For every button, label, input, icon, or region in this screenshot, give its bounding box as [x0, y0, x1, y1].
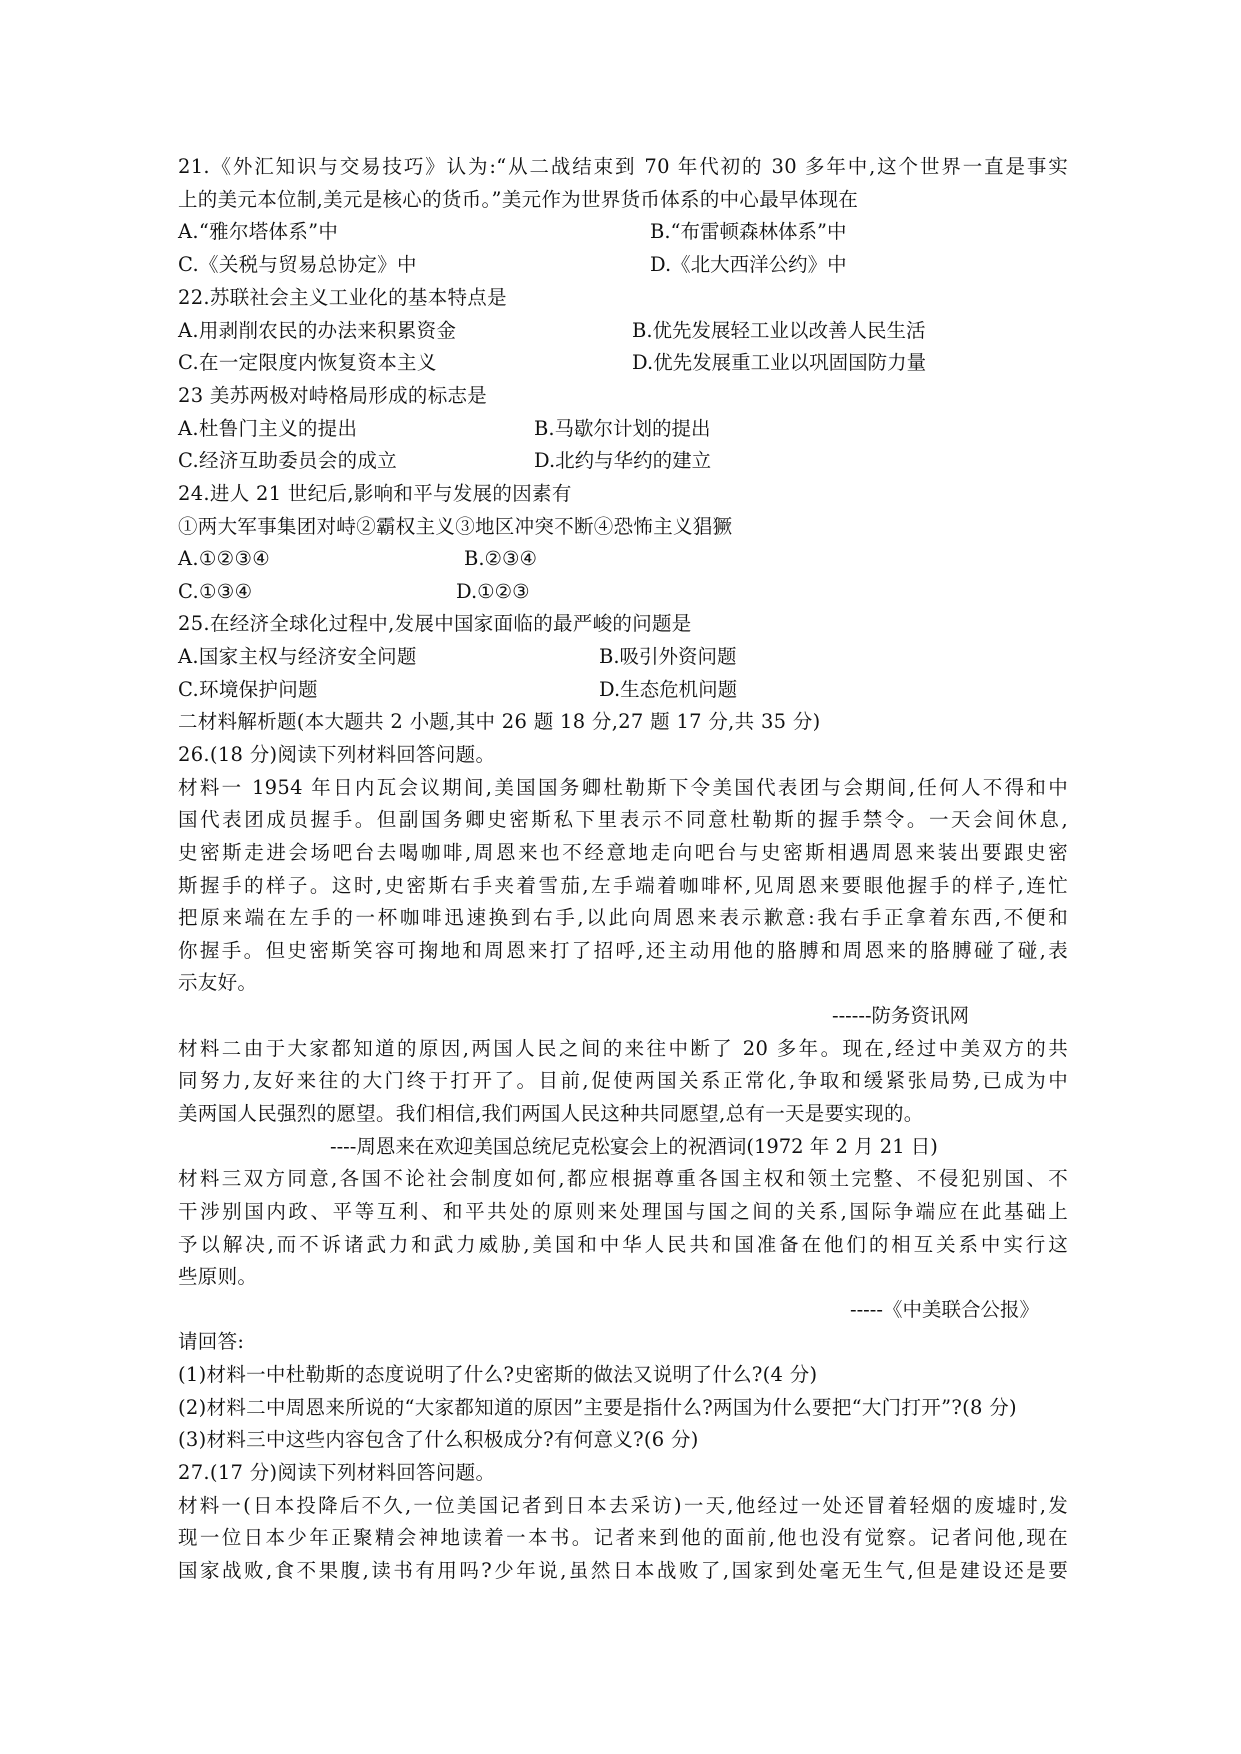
q26-material1-line: 斯握手的样子。这时,史密斯右手夹着雪茄,左手端着咖啡杯,见周恩来要眼他握手的样子,连忙 — [178, 874, 1068, 897]
q21-stem-line2: 上的美元本位制,美元是核心的货币。”美元作为世界货币体系的中心最早体现在 — [178, 188, 859, 211]
q22-stem: 22.苏联社会主义工业化的基本特点是 — [178, 286, 507, 309]
q25-option-c: C.环境保护问题 — [178, 678, 318, 701]
q25-stem: 25.在经济全球化过程中,发展中国家面临的最严峻的问题是 — [178, 612, 692, 635]
q26-material3-line: 些原则。 — [178, 1265, 258, 1288]
q26-material1-line: 材料一 1954 年日内瓦会议期间,美国国务卿杜勒斯下令美国代表团与会期间,任何人不得和中 — [178, 776, 1068, 799]
q26-material1-line: 示友好。 — [178, 971, 258, 994]
q26-material3-line: 予以解决,而不诉诸武力和武力威胁,美国和中华人民共和国准备在他们的相互关系中实行这 — [178, 1233, 1068, 1256]
q25-option-a: A.国家主权与经济安全问题 — [178, 645, 417, 668]
q21-option-c: C.《关税与贸易总协定》中 — [178, 253, 417, 276]
q26-title: 26.(18 分)阅读下列材料回答问题。 — [178, 743, 496, 766]
q26-material1-line: 把原来端在左手的一杯咖啡迅速换到右手,以此向周恩来表示歉意:我右手正拿着东西,不便和 — [178, 906, 1068, 929]
q26-material3-line: 干涉别国内政、平等互利、和平共处的原则来处理国与国之间的关系,国际争端应在此基础上 — [178, 1200, 1068, 1223]
q26-ask: 请回答: — [178, 1330, 245, 1353]
q22-option-d: D.优先发展重工业以巩固国防力量 — [632, 351, 927, 374]
q23-stem: 23 美苏两极对峙格局形成的标志是 — [178, 384, 488, 407]
q26-material1-line: 你握手。但史密斯笑容可掬地和周恩来打了招呼,还主动用他的胳膊和周恩来的胳膊碰了碰,表 — [178, 939, 1068, 962]
q27-title: 27.(17 分)阅读下列材料回答问题。 — [178, 1461, 496, 1484]
q23-option-c: C.经济互助委员会的成立 — [178, 449, 398, 472]
q26-material1-source: ------防务资讯网 — [832, 1004, 970, 1027]
q27-material1-line: 现一位日本少年正聚精会神地读着一本书。记者来到他的面前,他也没有觉察。记者问他,现在 — [178, 1526, 1068, 1549]
q22-option-c: C.在一定限度内恢复资本主义 — [178, 351, 437, 374]
q21-option-b: B.“布雷顿森林体系”中 — [650, 220, 847, 243]
q26-sub2: (2)材料二中周恩来所说的“大家都知道的原因”主要是指什么?两国为什么要把“大门打开”?(8 分) — [178, 1396, 1017, 1419]
q21-option-a: A.“雅尔塔体系”中 — [178, 220, 339, 243]
q26-material3-source: -----《中美联合公报》 — [850, 1298, 1039, 1321]
q23-option-b: B.马歇尔计划的提出 — [534, 417, 711, 440]
q24-option-d: D.①②③ — [456, 580, 530, 603]
q22-option-b: B.优先发展轻工业以改善人民生活 — [632, 319, 926, 342]
q26-material2-line: 材料二由于大家都知道的原因,两国人民之间的来往中断了 20 多年。现在,经过中美双方的共 — [178, 1037, 1068, 1060]
q24-stem: 24.进人 21 世纪后,影响和平与发展的因素有 — [178, 482, 572, 505]
q25-option-d: D.生态危机问题 — [599, 678, 738, 701]
q24-option-b: B.②③④ — [464, 547, 537, 570]
q23-option-d: D.北约与华约的建立 — [534, 449, 712, 472]
q23-option-a: A.杜鲁门主义的提出 — [178, 417, 358, 440]
q26-material1-line: 史密斯走进会场吧台去喝咖啡,周恩来也不经意地走向吧台与史密斯相遇周恩来装出要跟史密 — [178, 841, 1068, 864]
q26-sub1: (1)材料一中杜勒斯的态度说明了什么?史密斯的做法又说明了什么?(4 分) — [178, 1363, 818, 1386]
q22-option-a: A.用剥削农民的办法来积累资金 — [178, 319, 457, 342]
q25-option-b: B.吸引外资问题 — [599, 645, 737, 668]
q27-material1-line: 材料一(日本投降后不久,一位美国记者到日本去采访)一天,他经过一处还冒着轻烟的废墟时,发 — [178, 1494, 1068, 1517]
section-heading: 二材料解析题(本大题共 2 小题,其中 26 题 18 分,27 题 17 分,共 35 分) — [178, 710, 821, 733]
q24-option-a: A.①②③④ — [178, 547, 271, 570]
q21-stem-line1: 21.《外汇知识与交易技巧》认为:“从二战结束到 70 年代初的 30 多年中,这个世界一直是事实 — [178, 155, 1068, 178]
q26-material2-source: ----周恩来在欢迎美国总统尼克松宴会上的祝酒词(1972 年 2 月 21 日) — [330, 1135, 938, 1158]
q27-material1-line: 国家战败,食不果腹,读书有用吗?少年说,虽然日本战败了,国家到处毫无生气,但是建设还是要 — [178, 1559, 1068, 1582]
q26-sub3: (3)材料三中这些内容包含了什么积极成分?有何意义?(6 分) — [178, 1428, 699, 1451]
q26-material2-line: 同努力,友好来往的大门终于打开了。目前,促使两国关系正常化,争取和缓紧张局势,已成为中 — [178, 1069, 1068, 1092]
q24-option-c: C.①③④ — [178, 580, 253, 603]
q26-material1-line: 国代表团成员握手。但副国务卿史密斯私下里表示不同意杜勒斯的握手禁令。一天会间休息, — [178, 808, 1068, 831]
q26-material3-line: 材料三双方同意,各国不论社会制度如何,都应根据尊重各国主权和领土完整、不侵犯别国、不 — [178, 1167, 1068, 1190]
q26-material2-line: 美两国人民强烈的愿望。我们相信,我们两国人民这种共同愿望,总有一天是要实现的。 — [178, 1102, 924, 1125]
q21-option-d: D.《北大西洋公约》中 — [650, 253, 847, 276]
q24-items: ①两大军事集团对峙②霸权主义③地区冲突不断④恐怖主义猖獗 — [178, 515, 733, 538]
